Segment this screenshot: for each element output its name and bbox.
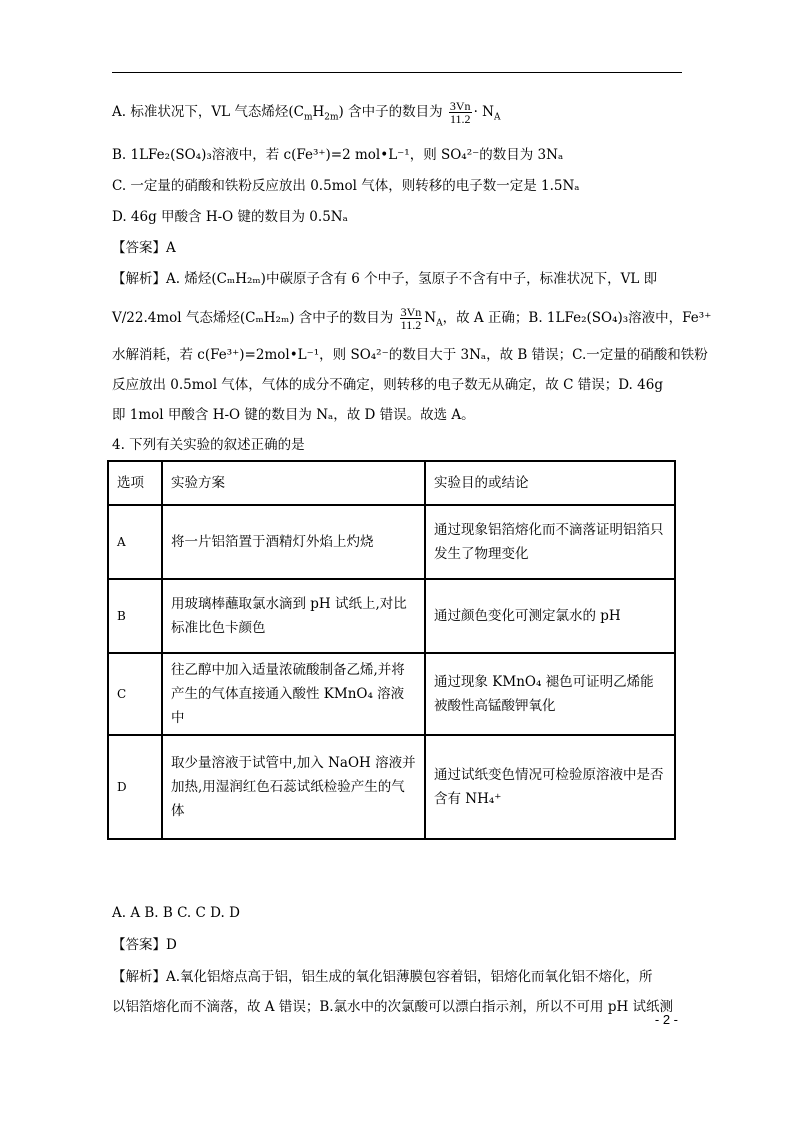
table-cell: 通过颜色变化可测定氯水的 pH	[425, 579, 675, 653]
table-cell: 通过试纸变色情况可检验原溶液中是否含有 NH₄⁺	[425, 735, 675, 839]
q3-answer: 【答案】A	[112, 240, 176, 256]
header-rule	[112, 72, 682, 73]
table-row	[108, 505, 675, 579]
table-row	[108, 653, 675, 735]
q3-analysis-line1: 【解析】A. 烯烃(CₘH₂ₘ)中碳原子含有 6 个中子，氢原子不含有中子，标准状况下，VL 即	[112, 271, 658, 287]
table-cell: D	[108, 735, 162, 839]
q3-analysis-line5: 即 1mol 甲酸含 H-O 键的数目为 Nₐ，故 D 错误。故选 A。	[112, 407, 475, 423]
table-cell: 通过现象 KMnO₄ 褪色可证明乙烯能被酸性高锰酸钾氧化	[425, 653, 675, 735]
q4-analysis-line1: 【解析】A.氧化铝熔点高于铝，铝生成的氧化铝薄膜包容着铝，铝熔化而氧化铝不熔化，所	[112, 969, 653, 985]
q3-option-d: D. 46g 甲酸含 H-O 键的数目为 0.5Nₐ	[112, 209, 348, 225]
table-row	[108, 579, 675, 653]
q3-option-c: C. 一定量的硝酸和铁粉反应放出 0.5mol 气体，则转移的电子数一定是 1.5Nₐ	[112, 178, 580, 194]
q4-title: 4. 下列有关实验的叙述正确的是	[112, 437, 305, 453]
q4-options: A. A B. B C. C D. D	[112, 905, 240, 921]
table-cell: B	[108, 579, 162, 653]
q3-option-b: B. 1LFe₂(SO₄)₃溶液中，若 c(Fe³⁺)=2 mol•L⁻¹，则 SO₄²⁻的数目为 3Nₐ	[112, 147, 564, 163]
table-cell: 往乙醇中加入适量浓硫酸制备乙烯,并将产生的气体直接通入酸性 KMnO₄ 溶液中	[162, 653, 425, 735]
table-cell: 通过现象铝箔熔化而不滴落证明铝箔只发生了物理变化	[425, 505, 675, 579]
table-row	[108, 735, 675, 839]
table-cell: 取少量溶液于试管中,加入 NaOH 溶液并加热,用湿润红色石蕊试纸检验产生的气体	[162, 735, 425, 839]
q3-analysis-line3: 水解消耗，若 c(Fe³⁺)=2mol•L⁻¹，则 SO₄²⁻的数目大于 3Nₐ，故 B 错误；C.一定量的硝酸和铁粉	[112, 347, 708, 363]
table-cell: 将一片铝箔置于酒精灯外焰上灼烧	[162, 505, 425, 579]
table-header-cell: 选项	[108, 461, 162, 505]
page-number: - 2 -	[654, 1012, 678, 1027]
table-cell: 用玻璃棒蘸取氯水滴到 pH 试纸上,对比标准比色卡颜色	[162, 579, 425, 653]
q3-option-a: A. 标准状况下，VL 气态烯烃$(C_mH_{2m})$ 含中子的数目为 $\frac{3Vn}{11.2}$ · $N_A$	[112, 99, 501, 126]
table-cell: A	[108, 505, 162, 579]
q3-analysis-line2: V/22.4mol 气态烯烃(CₘH₂ₘ) 含中子的数目为 $\frac{3Vn}{11.2}$ $N_A$，故 A 正确；B. 1LFe₂(SO₄)₃溶液中，Fe³⁺	[112, 305, 712, 332]
q3-analysis-line4: 反应放出 0.5mol 气体，气体的成分不确定，则转移的电子数无从确定，故 C 错误；D. 46g	[112, 377, 663, 393]
table-cell: C	[108, 653, 162, 735]
fraction: $\frac{3Vn}{11.2}$	[449, 99, 471, 126]
q4-analysis-line2: 以铝箔熔化而不滴落，故 A 错误；B.氯水中的次氯酸可以漂白指示剂，所以不可用 pH 试纸测	[112, 999, 674, 1015]
table-header-row	[108, 461, 675, 505]
table-header-cell: 实验方案	[162, 461, 425, 505]
q4-answer: 【答案】D	[112, 937, 177, 953]
experiment-table	[107, 460, 676, 840]
fraction: $\frac{3Vn}{11.2}$	[400, 305, 422, 332]
table-header-cell: 实验目的或结论	[425, 461, 675, 505]
